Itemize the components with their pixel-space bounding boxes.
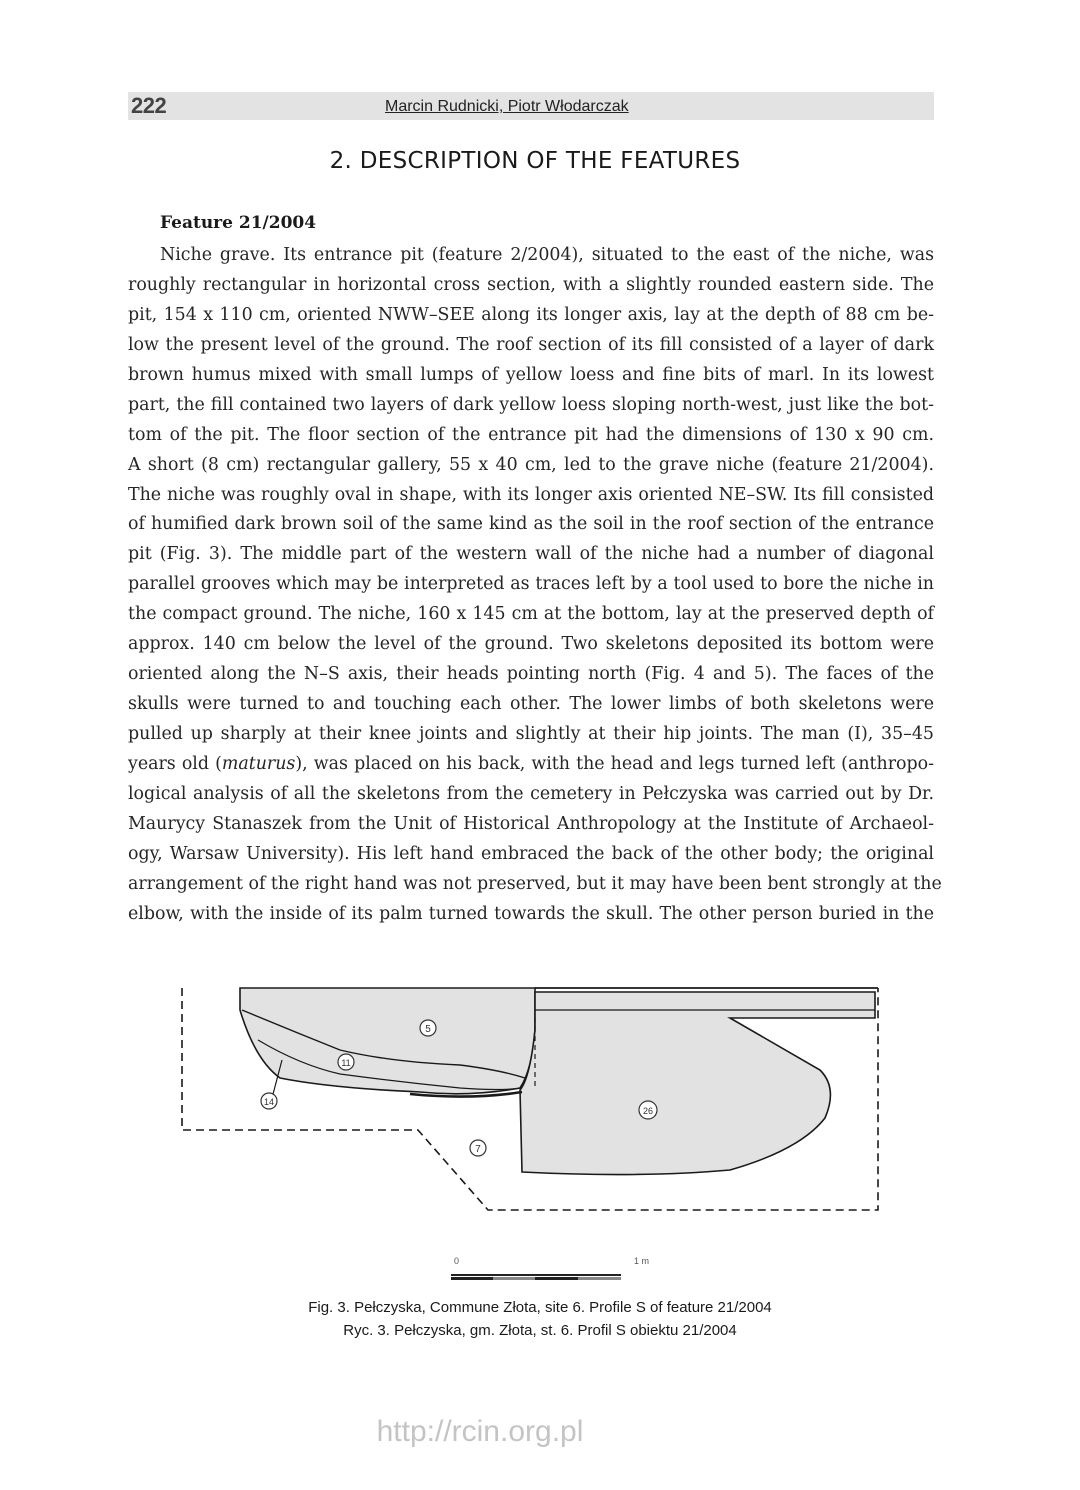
body-line: skulls were turned to and touching each other. The lower limbs of both skeletons were — [128, 694, 934, 715]
body-line: Maurycy Stanaszek from the Unit of Historical Anthropology at the Institute of Archaeol- — [128, 813, 934, 834]
body-line: A short (8 cm) rectangular gallery, 55 x 40 cm, led to the grave niche (feature 21/2004). — [128, 454, 934, 475]
figure-caption-polish: Ryc. 3. Pełczyska, gm. Złota, st. 6. Profil S obiektu 21/2004 — [343, 1322, 737, 1339]
layer-label-5 — [420, 1020, 436, 1036]
layer-label-11 — [338, 1054, 354, 1070]
niche-fill — [520, 992, 875, 1175]
body-line: logical analysis of all the skeletons from the cemetery in Pełczyska was carried out by Dr. — [128, 783, 934, 804]
profile-drawing — [170, 970, 890, 1266]
figure-caption-english: Fig. 3. Pełczyska, Commune Złota, site 6. Profile S of feature 21/2004 — [308, 1299, 772, 1316]
body-line: The niche was roughly oval in shape, with its longer axis oriented NE–SW. Its fill consisted — [128, 484, 934, 505]
body-line: pit (Fig. 3). The middle part of the western wall of the niche had a number of diagonal — [128, 544, 934, 565]
body-line: arrangement of the right hand was not preserved, but it may have been bent strongly at the — [128, 873, 942, 894]
layer-label-26 — [639, 1101, 657, 1119]
svg-text:14: 14 — [263, 1097, 275, 1107]
body-line: years old (maturus), was placed on his back, with the head and legs turned left (anthropo- — [128, 753, 934, 774]
profile-figure — [170, 970, 890, 1266]
svg-text:11: 11 — [341, 1058, 351, 1068]
body-line: parallel grooves which may be interpreted as traces left by a tool used to bore the niche in — [128, 574, 934, 595]
body-line: tom of the pit. The floor section of the entrance pit had the dimensions of 130 x 90 cm. — [128, 424, 934, 445]
svg-text:0: 0 — [454, 1256, 460, 1266]
body-text — [128, 241, 942, 930]
scale-bar — [454, 1256, 649, 1266]
body-line: elbow, with the inside of its palm turned towards the skull. The other person buried in the — [128, 903, 934, 924]
body-line: of humified dark brown soil of the same kind as the soil in the roof section of the entrance — [128, 514, 934, 535]
body-line: the compact ground. The niche, 160 x 145 cm at the bottom, lay at the preserved depth of — [128, 604, 934, 625]
body-line: oriented along the N–S axis, their heads pointing north (Fig. 4 and 5). The faces of the — [128, 664, 934, 685]
entrance-pit-fill — [240, 988, 535, 1094]
watermark-url: http://rcin.org.pl — [376, 1415, 584, 1448]
svg-text:5: 5 — [425, 1024, 431, 1035]
svg-text:1 m: 1 m — [634, 1256, 650, 1266]
layer-label-14 — [261, 1093, 277, 1109]
body-line: Niche grave. Its entrance pit (feature 2/2004), situated to the east of the niche, was — [160, 245, 934, 265]
svg-text:26: 26 — [642, 1106, 654, 1116]
section-title: 2. DESCRIPTION OF THE FEATURES — [329, 148, 741, 174]
body-line: brown humus mixed with small lumps of yellow loess and fine bits of marl. In its lowest — [128, 364, 934, 385]
svg-text:7: 7 — [475, 1144, 481, 1155]
body-line: pit, 154 x 110 cm, oriented NWW–SEE along its longer axis, lay at the depth of 88 cm be- — [128, 304, 934, 325]
scale-bar-graphic — [451, 1274, 621, 1280]
body-line: part, the fill contained two layers of dark yellow loess sloping north-west, just like the bot- — [128, 394, 934, 415]
body-line: roughly rectangular in horizontal cross section, with a slightly rounded eastern side. The — [128, 274, 934, 295]
body-line: pulled up sharply at their knee joints and slightly at their hip joints. The man (I), 35–45 — [128, 724, 934, 744]
body-line: approx. 140 cm below the level of the ground. Two skeletons deposited its bottom were — [128, 634, 934, 655]
running-head-authors: Marcin Rudnicki, Piotr Włodarczak — [385, 98, 629, 115]
body-line: ogy, Warsaw University). His left hand embraced the back of the other body; the original — [128, 843, 934, 864]
body-line: low the present level of the ground. The roof section of its fill consisted of a layer of dark — [128, 334, 934, 355]
page-number: 222 — [131, 93, 167, 118]
layer-label-7 — [470, 1140, 486, 1156]
feature-heading: Feature 21/2004 — [160, 213, 317, 233]
